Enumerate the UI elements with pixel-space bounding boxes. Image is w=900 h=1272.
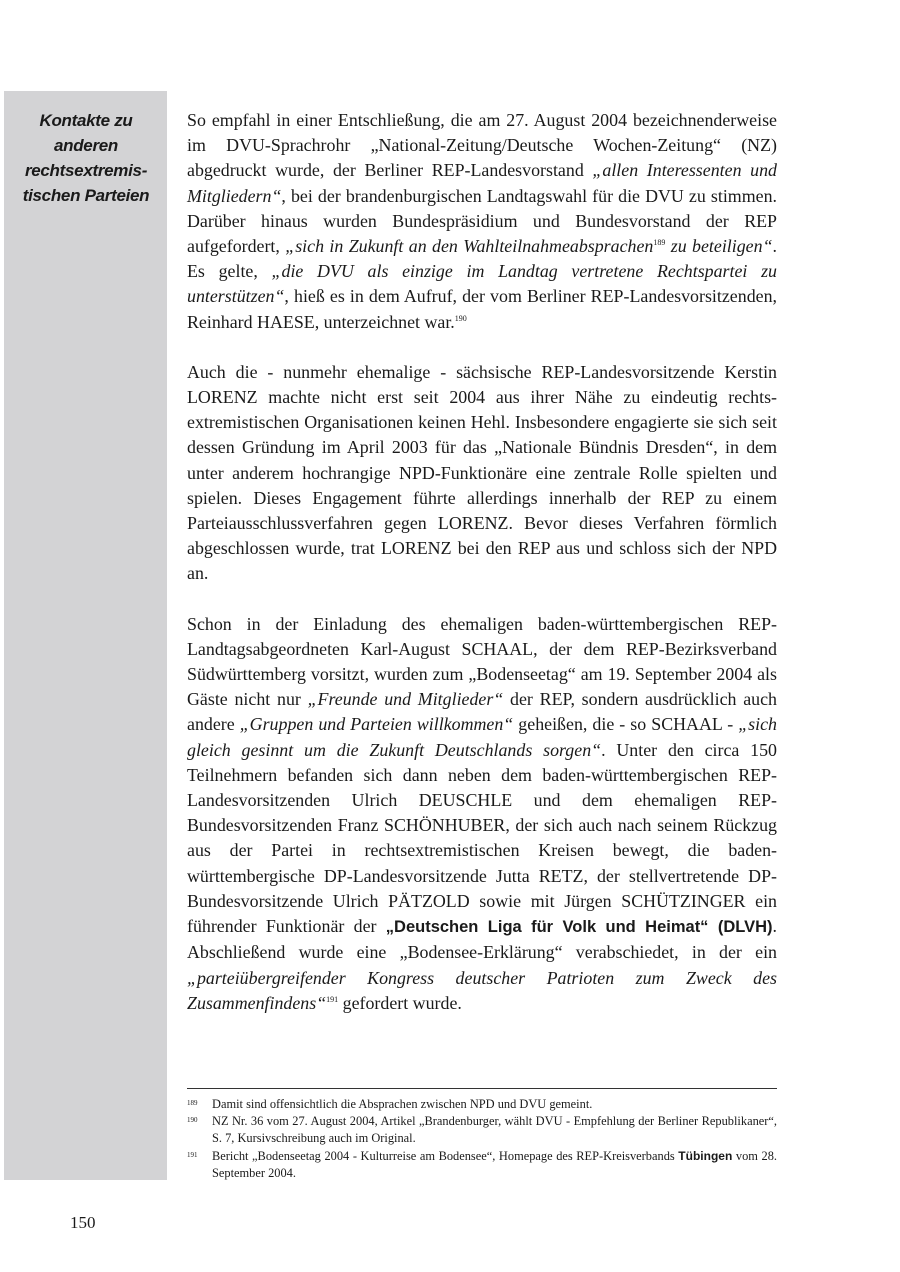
organization-name: „Deutschen Liga für Volk und Heimat“ (DLVH) — [385, 918, 773, 937]
quote: „allen Interessenten und Mitgliedern“ — [187, 160, 777, 206]
text-run: der REP, sondern ausdrücklich auch andere — [187, 689, 777, 735]
paragraph-2: Auch die - nunmehr ehemalige - sächsische REP-Landesvorsitzende Kerstin LORENZ machte nicht erst seit 2004 aus ihrer Nähe zu eindeutig rechtsextremistischen Organisationen keinen Hehl. Insbesondere engagierte sie sich seit dessen Gründung im April 2003 für das „Nationale Bündnis Dresden“, in dem unter anderem hochrangige NPD-Funktionäre eine zentrale Rolle spielten und spielen. Dieses Engagement führte allerdings innerhalb der REP zu einem Parteiausschlussverfahren gegen LORENZ. Bevor dieses Verfahren förmlich abgeschlossen wurde, trat LORENZ bei den REP aus und schloss sich der NPD an. — [187, 361, 777, 584]
margin-note — [10, 108, 162, 208]
paragraph-3 — [187, 612, 777, 1016]
footnote — [187, 1113, 777, 1147]
text-run: , bei der brandenburgischen Landtagswahl für die DVU zu stimmen. Darüber hinaus wurden Bundespräsidium und Bundesvorstand der REP aufgefordert, — [187, 185, 777, 257]
text-run: Bericht „Bodenseetag 2004 - Kulturreise am Bodensee“, Homepage des REP-Kreisverbands — [212, 1148, 679, 1163]
footnote-number: 191 — [187, 1150, 198, 1159]
text-run: gefordert wurde. — [338, 992, 462, 1013]
footnote-ref[interactable]: 189 — [653, 238, 666, 248]
text-run: Schon in der Einladung des ehemaligen baden-württembergischen REP-Landtagsabgeordneten Karl-August SCHAAL, der dem REP-Bezirksverband Südwürttemberg vorsitzt, wurden zum „Bodenseetag“ am 19. September 2004 als Gäste nicht nur — [187, 613, 777, 710]
footnote-ref[interactable]: 190 — [454, 313, 467, 323]
margin-note-line: anderen — [53, 136, 119, 155]
page-number: 150 — [70, 1213, 96, 1232]
footnote-text: Damit sind offensichtlich die Absprachen zwischen NPD und DVU gemeint. — [212, 1097, 593, 1111]
margin-note-line: rechtsextremis- — [24, 161, 148, 180]
text-run: . Abschließend wurde eine „Bodensee-Erklärung“ verabschiedet, in der ein — [187, 916, 777, 963]
footnote-number: 189 — [187, 1099, 198, 1107]
quote: „Gruppen und Parteien willkommen“ — [239, 714, 514, 735]
quote: „sich gleich gesinnt um die Zukunft Deutschlands sorgen“ — [187, 714, 777, 760]
text-run: . Es gelte, — [187, 236, 778, 282]
text-run: So empfahl in einer Entschließung, die am 27. August 2004 bezeichnenderweise im DVU-Sprachrohr „National-Zeitung/Deutsche Wochen-Zeitung“ (NZ) abgedruckt wurde, der Berliner REP-Landesvorstand — [187, 110, 777, 181]
quote: „die DVU als einzige im Landtag vertretene Rechtspartei zu unterstützen“ — [187, 261, 778, 307]
margin-note-line: tischen Parteien — [22, 186, 150, 205]
text-run: geheißen, die - so SCHAAL - — [513, 714, 739, 735]
text-run: , hieß es in dem Aufruf, der vom Berliner REP-Landesvorsitzenden, Reinhard HAESE, unterzeichnet war. — [187, 286, 777, 332]
paragraph-1 — [187, 108, 777, 335]
text-run: vom 28. September 2004. — [212, 1148, 777, 1180]
footnote-text: NZ Nr. 36 vom 27. August 2004, Artikel „Brandenburger, wählt DVU - Empfehlung der Berliner Republikaner“, S. 7, Kursivschreibung auch im Original. — [212, 1114, 777, 1146]
quote: „sich in Zukunft an den Wahlteilnahmeabsprachen — [285, 236, 654, 257]
footnote-number: 190 — [187, 1116, 198, 1125]
margin-band — [4, 91, 167, 1180]
margin-note-line: Kontakte zu — [39, 111, 133, 130]
footnote — [187, 1096, 777, 1113]
footnote-divider — [187, 1088, 777, 1089]
footnotes — [187, 1096, 777, 1182]
text-run: . Unter den circa 150 Teilnehmern befanden sich dann neben dem baden-württembergischen REP-Landesvorsitzenden Ulrich DEUSCHLE und dem ehemaligen REP-Bundesvorsitzenden Franz SCHÖNHUBER, der sich auch nach seinem Rückzug aus der Partei in rechtsextremistischen Kreisen bewegt, die baden-württembergische DP-Landesvorsitzende Jutta RETZ, der stellvertretende DP-Bundesvorsitzende Ulrich PÄTZOLD sowie mit Jürgen SCHÜTZINGER ein führender Funktionär der — [187, 739, 778, 937]
quote: „Freunde und Mitglieder“ — [307, 689, 504, 710]
quote: zu beteiligen“ — [665, 236, 773, 257]
place-name: Tübingen — [678, 1148, 733, 1163]
quote: „parteiübergreifender Kongress deutscher Patrioten zum Zweck des Zusammenfindens“ — [187, 967, 777, 1013]
footnote-ref[interactable]: 191 — [326, 994, 339, 1004]
footnote-text — [212, 1148, 777, 1182]
body-text — [187, 108, 777, 1041]
footnote — [187, 1148, 777, 1182]
